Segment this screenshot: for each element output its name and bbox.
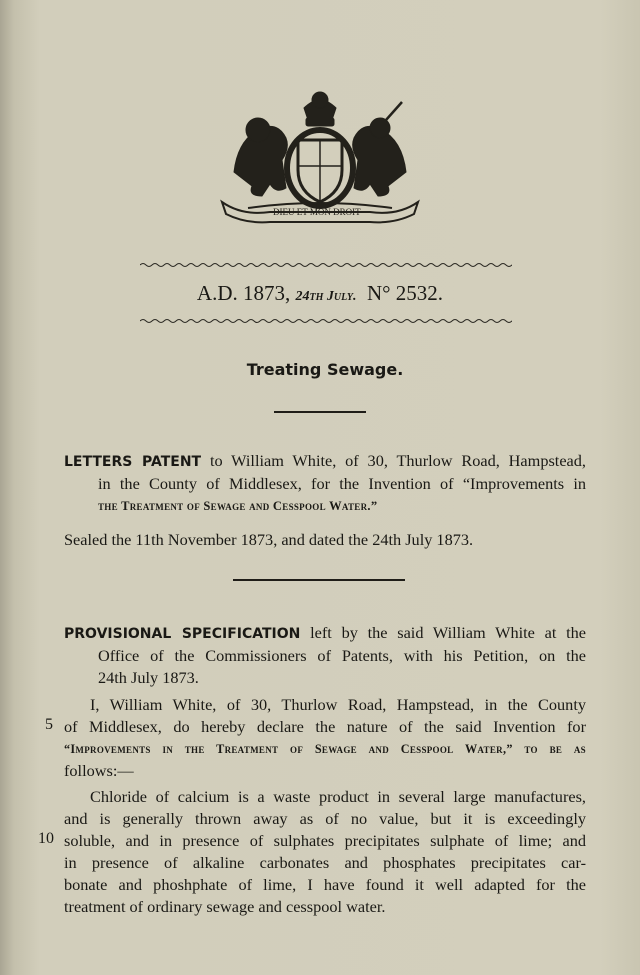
wavy-rule-top — [140, 262, 512, 268]
line-number-5: 5 — [45, 716, 53, 733]
provisional-lead: PROVISIONAL SPECIFICATION — [64, 626, 301, 642]
crest-motto: DIEU ET MON DROIT — [273, 207, 361, 217]
provisional-line-2: Office of the Commissioners of Patents, with his Petition, on the — [98, 646, 586, 665]
body-p2-line-5: bonate and phoshphate of lime, I have found it well adapted for the — [64, 875, 586, 894]
body-p1-line-2: of Middlesex, do hereby declare the nature of the said Invention for — [64, 717, 586, 736]
body-p2-line-3: soluble, and in presence of sulphates precipitates sulphate of lime; and — [64, 831, 586, 850]
line-number-10: 10 — [38, 830, 54, 847]
body-p1-line-3: “Improvements in the Treatment of Sewage and Cesspool Water,” to be as — [64, 742, 586, 756]
body-paragraph-2 — [64, 786, 586, 918]
body-paragraph-1 — [64, 694, 586, 782]
body-p1-line-1: I, William White, of 30, Thurlow Road, Hampstead, in the County — [90, 695, 586, 714]
provisional-line-1: left by the said William White at the — [310, 623, 586, 642]
patent-date: 24th July. — [295, 289, 357, 304]
royal-coat-of-arms-icon — [218, 90, 422, 224]
patent-number: N° 2532. — [366, 281, 444, 305]
letters-patent-paragraph — [64, 450, 586, 517]
letters-patent-line-3: the Treatment of Sewage and Cesspool Water.” — [98, 499, 378, 513]
body-p2-line-2: and is generally thrown away as of no value, but it is exceedingly — [64, 809, 586, 828]
divider-short — [274, 411, 366, 413]
divider-long — [233, 579, 405, 581]
document-title: Treating Sewage. — [246, 360, 404, 379]
letters-patent-lead: LETTERS PATENT — [64, 454, 202, 470]
body-p2-line-6: treatment of ordinary sewage and cesspool water. — [64, 897, 386, 916]
patent-headline — [0, 281, 640, 306]
body-p2-line-4: in presence of alkaline carbonates and phosphates precipitates car- — [64, 853, 586, 872]
sealed-line: Sealed the 11th November 1873, and dated the 24th July 1873. — [64, 530, 474, 549]
letters-patent-line-2 — [64, 473, 586, 495]
letters-patent-line-2-text: in the County of Middlesex, for the Invention of “Improvements in — [98, 474, 586, 493]
body-p1-line-4: follows:— — [64, 761, 134, 780]
wavy-rule-bottom — [140, 318, 512, 324]
provisional-paragraph — [64, 622, 586, 689]
body-p2-line-1: Chloride of calcium is a waste product in several large manufactures, — [90, 787, 586, 806]
patent-year: A.D. 1873, — [196, 281, 291, 305]
provisional-line-3: 24th July 1873. — [98, 668, 199, 687]
letters-patent-line-1: to William White, of 30, Thurlow Road, Hampstead, — [209, 451, 586, 470]
